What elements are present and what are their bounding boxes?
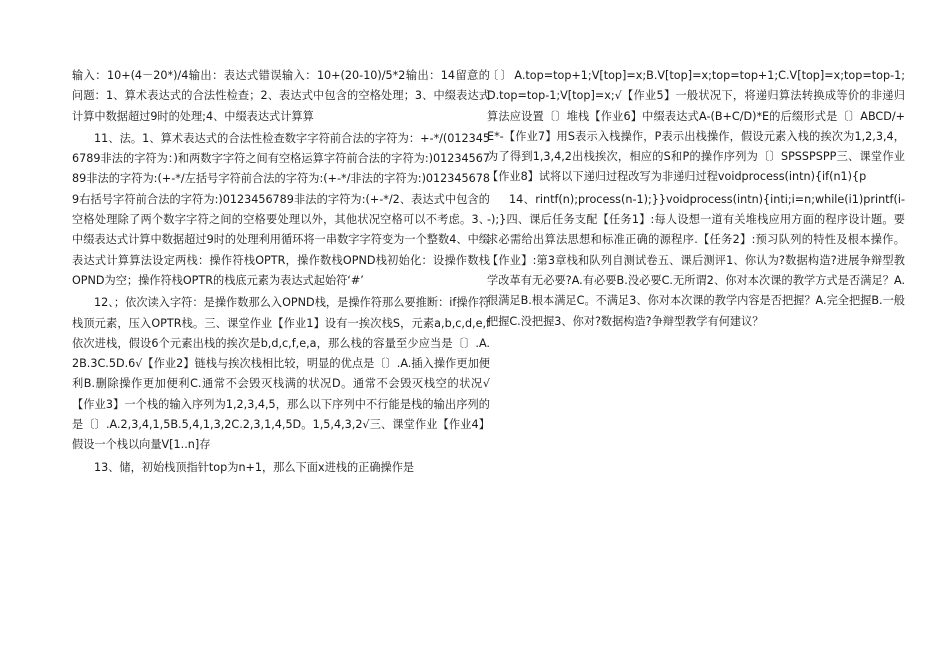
paragraph-section-14: 14、rintf(n);process(n-1);}}voidprocess(intn){inti;i=n;while(i1)printf(i--);}四、课后任务支配【任务1】:每人设想一道有关堆栈应用方面的程序设计题。要求必需给出算法思想和标准正确的源程序.【任务2】:预习队列的特性及根本操作。【作业】:第3章栈和队列自测试卷五、课后测评1、你认为?数据构造?进展争辩型教学改革有无必要?A.有必要B.没必要C.无所谓2、你对本次课的教学方式是否满足？A.很满足B.根本满足C。不满足3、你对本次课的教学内容是否把握？A.完全把握B.一般把握C.没把握3、你对?数据构造?争辩型教学有何建议？ xyxy=(487,192,905,328)
right-text-column xyxy=(487,66,905,332)
paragraph-expression-examples: 输入：10+(4－20*)/4输出：表达式错误输入：10+(20-10)/5*2输出：14留意的问题：1、算术表达式的合法性检查；2、表达式中包含的空格处理；3、中缀表达式计算中数据超过9时的处理;4、中缀表达式计算算 xyxy=(72,69,490,123)
paragraph-section-12: 12、；依次读入字符：是操作数那么入OPND栈，是操作符那么要推断：if操作符栈顶元素，压入OPTR栈。三、课堂作业【作业1】设有一挨次栈S，元素a,b,c,d,e,f依次进栈，假设6个元素出栈的挨次是b,d,c,f,e,a，那么栈的容量至少应当是〔〕.A.2B.3C.5D.6√【作业2】链栈与挨次栈相比较，明显的优点是〔〕.A.插入操作更加便利B.删除操作更加便利C.通常不会毁灭栈满的状况D。通常不会毁灭栈空的状况√【作业3】一个栈的输入序列为1,2,3,4,5，那么以下序列中不行能是栈的输出序列的是〔〕.A.2,3,4,1,5B.5,4,1,3,2C.2,3,1,4,5D。1,5,4,3,2√三、课堂作业【作业4】假设一个栈以向量V[1..n]存 xyxy=(72,296,490,452)
paragraph-exercises-5-to-8: 〔〕A.top=top+1;V[top]=x;B.V[top]=x;top=top+1;C.V[top]=x;top=top-1;D.top=top-1;V[top]=x;√【作业5】一般状况下，将递归算法转换成等价的非递归算法应设置〔〕堆栈【作业6】中缀表达式A-(B+C/D)*E的后缀形式是〔〕ABCD/+E*-【作业7】用S表示入栈操作，P表示出栈操作，假设元素入栈的挨次为1,2,3,4，为了得到1,3,4,2出栈挨次，相应的S和P的操作序列为〔〕SPSSPSPP三、课堂作业【作业8】试将以下递归过程改写为非递归过程voidprocess(intn){if(n1){p xyxy=(487,69,905,184)
left-text-column xyxy=(72,66,490,478)
paragraph-section-11: 11、法。1、算术表达式的合法性检查数字字符前合法的字符为：+-*/(0123456789非法的字符为：)和两数字字符之间有空格运算字符前合法的字符为:)0123456789非法的字符为:(+-*/左括号字符前合法的字符为:(+-*/非法的字符为:)0123456789右括号字符前合法的字符为:)0123456789非法的字符为:(+-*/2、表达式中包含的空格处理除了两个数字字符之间的空格要处理以外，其他状况空格可以不考虑。3、中缀表达式计算中数据超过9时的处理利用循环将一串数字字符变为一个整数4、中缀表达式计算算法设定两栈：操作符栈OPTR，操作数栈OPND栈初始化：设操作数栈OPND为空；操作符栈OPTR的栈底元素为表达式起始符‘#’ xyxy=(72,131,490,287)
paragraph-section-13: 13、储，初始栈顶指针top为n+1，那么下面x进栈的正确操作是 xyxy=(94,460,415,474)
